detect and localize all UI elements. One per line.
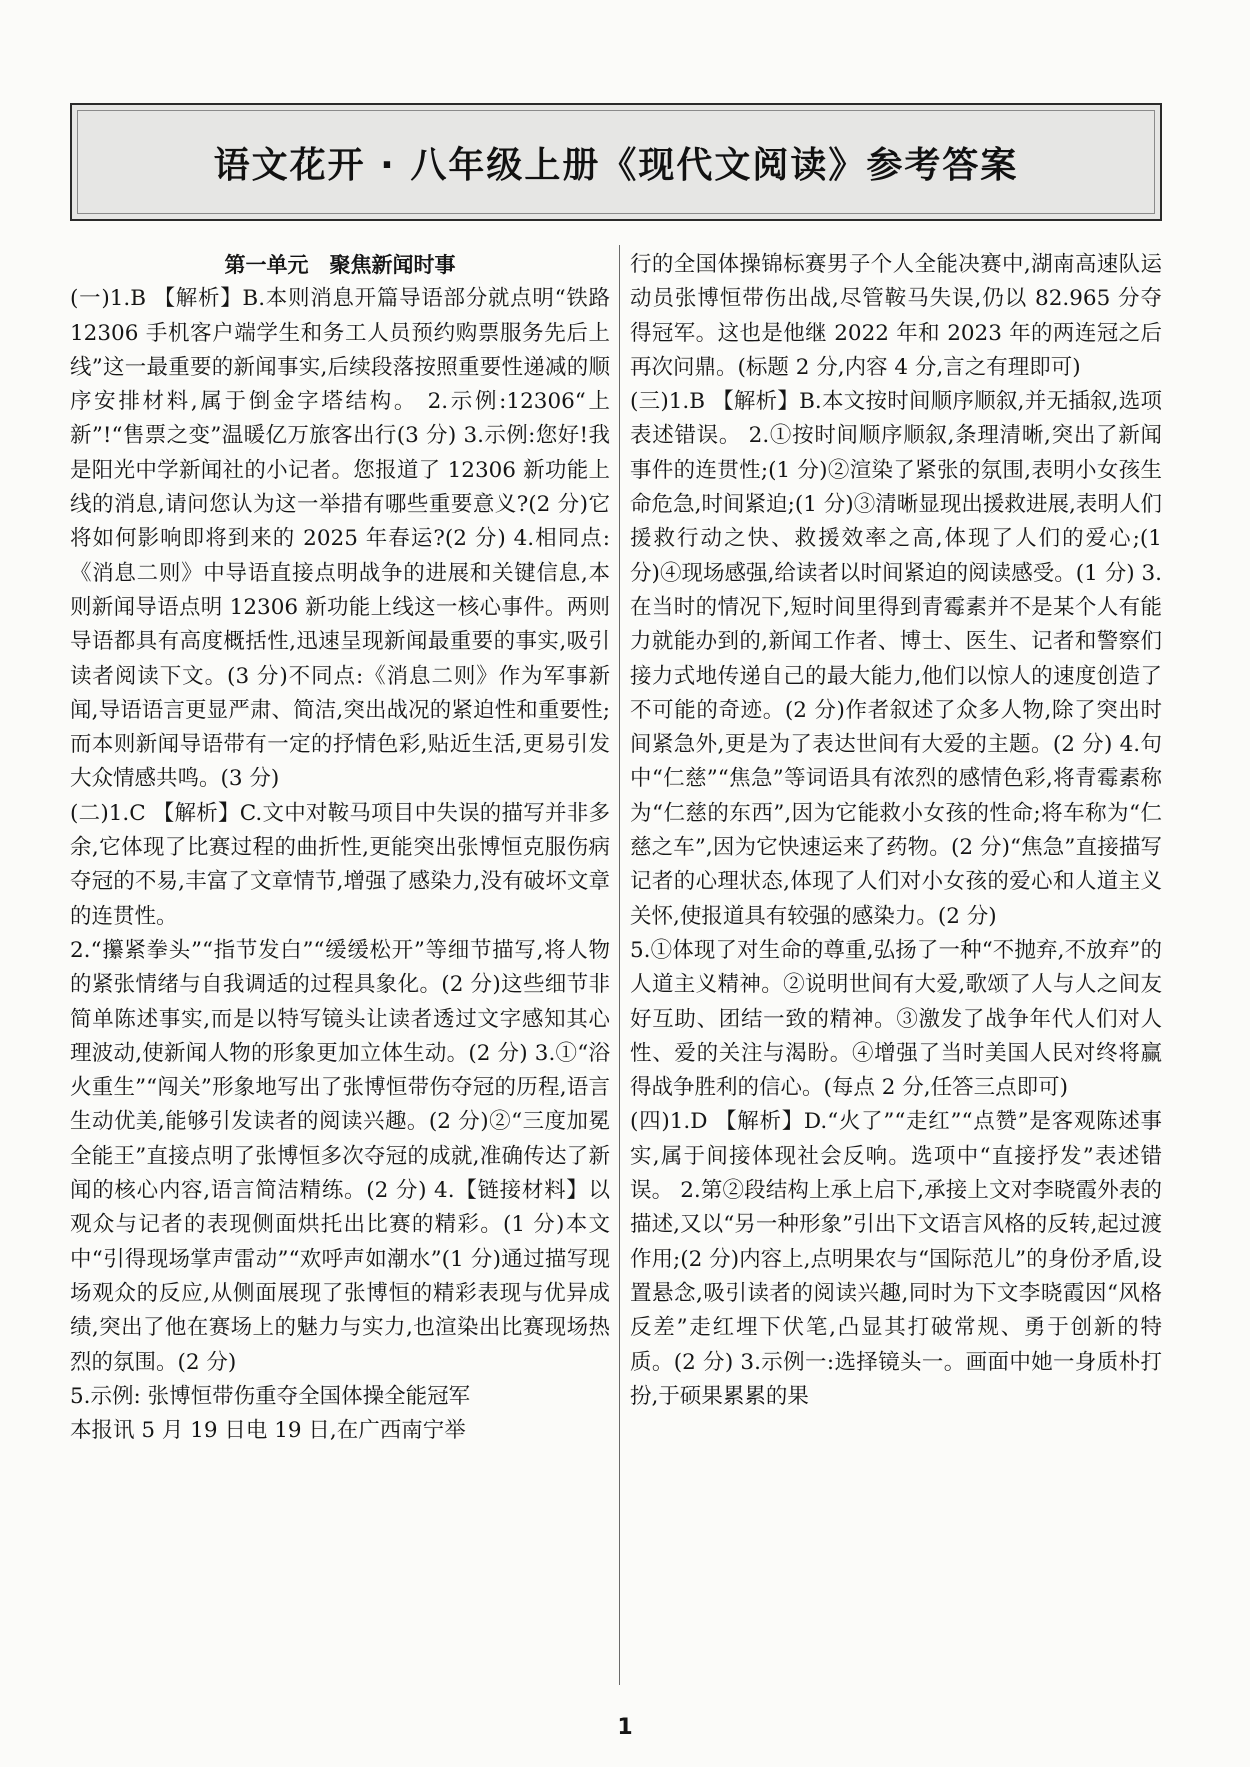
answer-paragraph: (四)1.D 【解析】D.“火了”“走红”“点赞”是客观陈述事实,属于间接体现社会反响。选项中“直接抒发”表述错误。 2.第②段结构上承上启下,承接上文对李晓霞外表的描述,又以“另一种形象”引出下文语言风格的反转,起过渡作用;(2 分)内容上,点明果农与“国际范儿”的身份矛盾,设置悬念,吸引读者的阅读兴趣,同时为下文李晓霞因“风格反差”走红埋下伏笔,凸显其打破常规、勇于创新的特质。(2 分) 3.示例一:选择镜头一。画面中她一身质朴打扮,于硕果累累的果 <box>630 1109 1162 1409</box>
right-column <box>630 248 1162 1414</box>
page-title: 语文花开 · 八年级上册《现代文阅读》参考答案 <box>213 144 1019 186</box>
answer-paragraph: (三)1.B 【解析】B.本文按时间顺序顺叙,并无插叙,选项表述错误。 2.①按时间顺序顺叙,条理清晰,突出了新闻事件的连贯性;(1 分)②渲染了紧张的氛围,表明小女孩生命危急,时间紧迫;(1 分)③清晰显现出援救进展,表明人们援救行动之快、救援效率之高,体现了人们的爱心;(1 分)④现场感强,给读者以时间紧迫的阅读感受。(1 分) 3.在当时的情况下,短时间里得到青霉素并不是某个人有能力就能办到的,新闻工作者、博士、医生、记者和警察们接力式地传递自己的最大能力,他们以惊人的速度创造了不可能的奇迹。(2 分)作者叙述了众多人物,除了突出时间紧急外,更是为了表达世间有大爱的主题。(2 分) 4.句中“仁慈”“焦急”等词语具有浓烈的感情色彩,将青霉素称为“仁慈的东西”,因为它能救小女孩的性命;将车称为“仁慈之车”,因为它快速运来了药物。(2 分)“焦急”直接描写记者的心理状态,体现了人们对小女孩的爱心和人道主义关怀,使报道具有较强的感染力。(2 分) <box>630 389 1162 929</box>
answer-paragraph: 本报讯 5 月 19 日电 19 日,在广西南宁举 <box>70 1418 466 1444</box>
column-divider <box>619 245 620 1685</box>
unit-title: 第一单元 聚焦新闻时事 <box>224 253 456 277</box>
title-banner <box>70 103 1162 221</box>
answer-paragraph: 5.①体现了对生命的尊重,弘扬了一种“不抛弃,不放弃”的人道主义精神。②说明世间有大爱,歌颂了人与人之间友好互助、团结一致的精神。③激发了战争年代人们对人性、爱的关注与渴盼。④增强了当时美国人民对终将赢得战争胜利的信心。(每点 2 分,任答三点即可) <box>630 937 1162 1101</box>
answer-paragraph: (一)1.B 【解析】B.本则消息开篇导语部分就点明“铁路 12306 手机客户端学生和务工人员预约购票服务先后上线”这一最重要的新闻事实,后续段落按照重要性递减的顺序安排材料,属于倒金字塔结构。 2.示例:12306“上新”!“售票之变”温暖亿万旅客出行(3 分) 3.示例:您好!我是阳光中学新闻社的小记者。您报道了 12306 新功能上线的消息,请问您认为这一举措有哪些重要意义?(2 分)它将如何影响即将到来的 2025 年春运?(2 分) 4.相同点:《消息二则》中导语直接点明战争的进展和关键信息,本则新闻导语点明 12306 新功能上线这一核心事件。两则导语都具有高度概括性,迅速呈现新闻最重要的事实,吸引读者阅读下文。(3 分)不同点:《消息二则》作为军事新闻,导语语言更显严肃、简洁,突出战况的紧迫性和重要性;而本则新闻导语带有一定的抒情色彩,贴近生活,更易引发大众情感共鸣。(3 分) <box>70 286 610 792</box>
left-column <box>70 248 610 1448</box>
page-number: 1 <box>617 1715 633 1740</box>
answer-paragraph: 5.示例: 张博恒带伤重夺全国体操全能冠军 <box>70 1383 471 1409</box>
answer-paragraph: 行的全国体操锦标赛男子个人全能决赛中,湖南高速队运动员张博恒带伤出战,尽管鞍马失误,仍以 82.965 分夺得冠军。这也是他继 2022 年和 2023 年的两连冠之后再次问鼎。(标题 2 分,内容 4 分,言之有理即可) <box>630 252 1162 380</box>
answer-paragraph: (二)1.C 【解析】C.文中对鞍马项目中失误的描写并非多余,它体现了比赛过程的曲折性,更能突出张博恒克服伤病夺冠的不易,丰富了文章情节,增强了感染力,没有破坏文章的连贯性。 <box>70 800 610 929</box>
answer-paragraph: 2.“攥紧拳头”“指节发白”“缓缓松开”等细节描写,将人物的紧张情绪与自我调适的过程具象化。(2 分)这些细节非简单陈述事实,而是以特写镜头让读者透过文字感知其心理波动,使新闻人物的形象更加立体生动。(2 分) 3.①“浴火重生”“闯关”形象地写出了张博恒带伤夺冠的历程,语言生动优美,能够引发读者的阅读兴趣。(2 分)②“三度加冕全能王”直接点明了张博恒多次夺冠的成就,准确传达了新闻的核心内容,语言简洁精练。(2 分) 4.【链接材料】以观众与记者的表现侧面烘托出比赛的精彩。(1 分)本文中“引得现场掌声雷动”“欢呼声如潮水”(1 分)通过描写现场观众的反应,从侧面展现了张博恒的精彩表现与优异成绩,突出了他在赛场上的魅力与实力,也渲染出比赛现场热烈的氛围。(2 分) <box>70 937 610 1375</box>
